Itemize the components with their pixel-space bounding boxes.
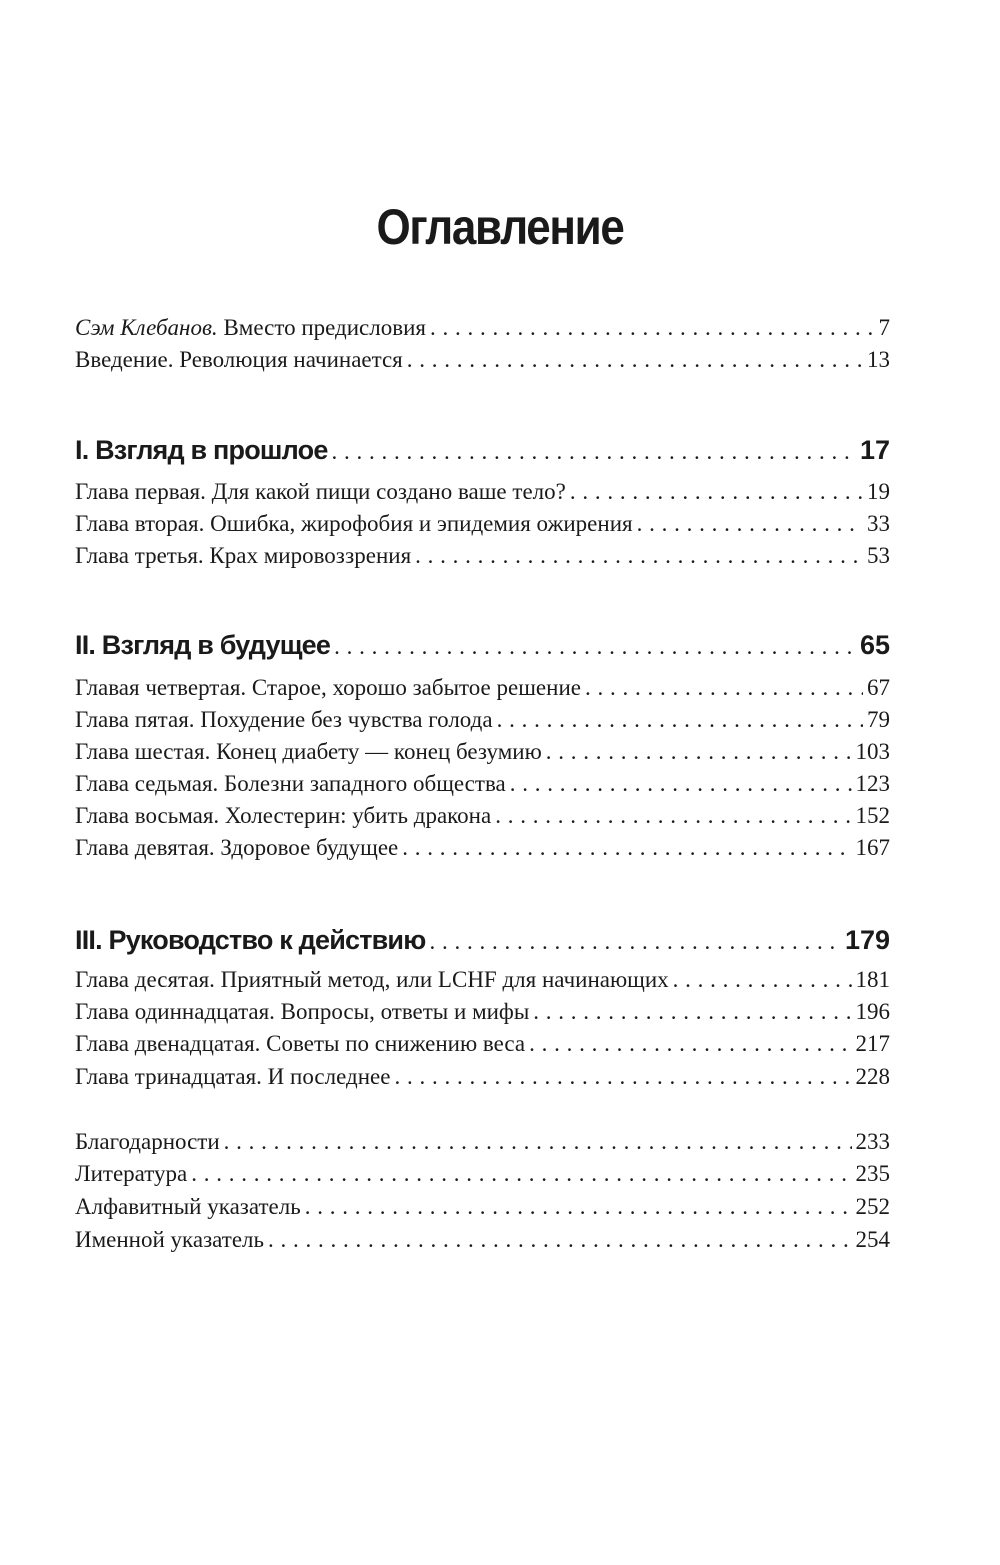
entry-title: Глава вторая. Ошибка, жирофобия и эпидемия ожирения — [75, 511, 633, 536]
entry-title: Глава двенадцатая. Советы по снижению веса — [75, 1031, 526, 1056]
dot-leader — [510, 768, 852, 800]
toc-chapter-entry[interactable] — [75, 476, 890, 508]
entry-title: Глава пятая. Похудение без чувства голода — [75, 707, 493, 732]
toc-section-heading[interactable] — [75, 625, 890, 665]
toc-chapter-entry[interactable] — [75, 704, 890, 736]
entry-title: Введение. Революция начинается — [75, 347, 403, 372]
dot-leader — [305, 1191, 852, 1223]
page-title: Оглавление — [376, 199, 624, 255]
entry-title: I. Взгляд в прошлое — [75, 435, 328, 465]
toc-chapter-entry[interactable] — [75, 508, 890, 540]
toc-chapter-entry[interactable] — [75, 736, 890, 768]
dot-leader — [430, 312, 875, 344]
entry-title: III. Руководство к действию — [75, 925, 426, 955]
dot-leader — [495, 800, 851, 832]
dot-leader — [224, 1126, 852, 1158]
dot-leader — [429, 920, 840, 962]
page-number: 67 — [867, 675, 890, 700]
dot-leader — [529, 1028, 851, 1060]
entry-title: Глава тринадцатая. И последнее — [75, 1064, 391, 1089]
page-number: 233 — [855, 1129, 890, 1154]
page-number: 254 — [855, 1227, 890, 1252]
page-number: 152 — [855, 803, 890, 828]
entry-title: Глава первая. Для какой пищи создано ваше тело? — [75, 479, 566, 504]
page-number: 179 — [844, 925, 890, 955]
entry-title: Алфавитный указатель — [75, 1194, 301, 1219]
page-number: 252 — [855, 1194, 890, 1219]
page-number: 123 — [855, 771, 890, 796]
entry-title: Глава восьмая. Холестерин: убить дракона — [75, 803, 492, 828]
dot-leader — [394, 1061, 851, 1093]
page-number: 19 — [867, 479, 890, 504]
page-number: 17 — [859, 435, 890, 465]
toc-chapter-entry[interactable] — [75, 540, 890, 572]
toc-section-heading[interactable] — [75, 920, 890, 960]
entry-title: Глава одиннадцатая. Вопросы, ответы и мифы — [75, 999, 530, 1024]
toc-entry-introduction[interactable] — [75, 344, 890, 376]
page-number: 33 — [867, 511, 890, 536]
page-number: 228 — [855, 1064, 890, 1089]
dot-leader — [407, 344, 863, 376]
dot-leader — [570, 476, 863, 508]
page-number: 7 — [878, 315, 890, 340]
entry-title — [75, 312, 426, 344]
page-number: 217 — [855, 1031, 890, 1056]
dot-leader — [415, 540, 863, 572]
dot-leader — [191, 1158, 851, 1190]
entry-title: Глава девятая. Здоровое будущее — [75, 835, 399, 860]
entry-title: Глава десятая. Приятный метод, или LCHF для начинающих — [75, 967, 669, 992]
entry-title: Глава шестая. Конец диабету — конец безумию — [75, 739, 542, 764]
toc-chapter-entry[interactable] — [75, 1028, 890, 1060]
entry-author: Сэм Клебанов. — [75, 315, 218, 340]
page-number: 53 — [867, 543, 890, 568]
dot-leader — [585, 672, 863, 704]
page-number: 13 — [867, 347, 890, 372]
dot-leader — [332, 430, 856, 472]
dot-leader — [533, 996, 851, 1028]
page-number: 196 — [855, 999, 890, 1024]
toc-entry-foreword[interactable] — [75, 312, 890, 344]
dot-leader — [334, 625, 856, 667]
page-number: 181 — [855, 967, 890, 992]
toc-back-matter-entry[interactable] — [75, 1126, 890, 1158]
toc-chapter-entry[interactable] — [75, 800, 890, 832]
page-number: 79 — [867, 707, 890, 732]
toc-chapter-entry[interactable] — [75, 964, 890, 996]
toc-back-matter-entry[interactable] — [75, 1158, 890, 1190]
entry-title: Глава третья. Крах мировоззрения — [75, 543, 412, 568]
dot-leader — [637, 508, 863, 540]
page-number: 167 — [855, 835, 890, 860]
toc-chapter-entry[interactable] — [75, 996, 890, 1028]
toc-chapter-entry[interactable] — [75, 832, 890, 864]
toc-chapter-entry[interactable] — [75, 768, 890, 800]
entry-title: Благодарности — [75, 1129, 220, 1154]
toc-section-heading[interactable] — [75, 430, 890, 470]
toc-chapter-entry[interactable] — [75, 672, 890, 704]
dot-leader — [268, 1224, 851, 1256]
toc-back-matter-entry[interactable] — [75, 1224, 890, 1256]
page-number: 235 — [855, 1161, 890, 1186]
toc-back-matter-entry[interactable] — [75, 1191, 890, 1223]
entry-title: Главая четвертая. Старое, хорошо забытое решение — [75, 675, 581, 700]
page-number: 65 — [859, 630, 890, 660]
dot-leader — [673, 964, 852, 996]
entry-title: Именной указатель — [75, 1227, 265, 1252]
entry-label: Вместо предисловия — [223, 315, 426, 340]
entry-title: II. Взгляд в будущее — [75, 630, 331, 660]
dot-leader — [402, 832, 851, 864]
toc-chapter-entry[interactable] — [75, 1061, 890, 1093]
dot-leader — [546, 736, 852, 768]
entry-title: Литература — [75, 1161, 188, 1186]
page-number: 103 — [855, 739, 890, 764]
entry-title: Глава седьмая. Болезни западного общества — [75, 771, 506, 796]
dot-leader — [497, 704, 863, 736]
